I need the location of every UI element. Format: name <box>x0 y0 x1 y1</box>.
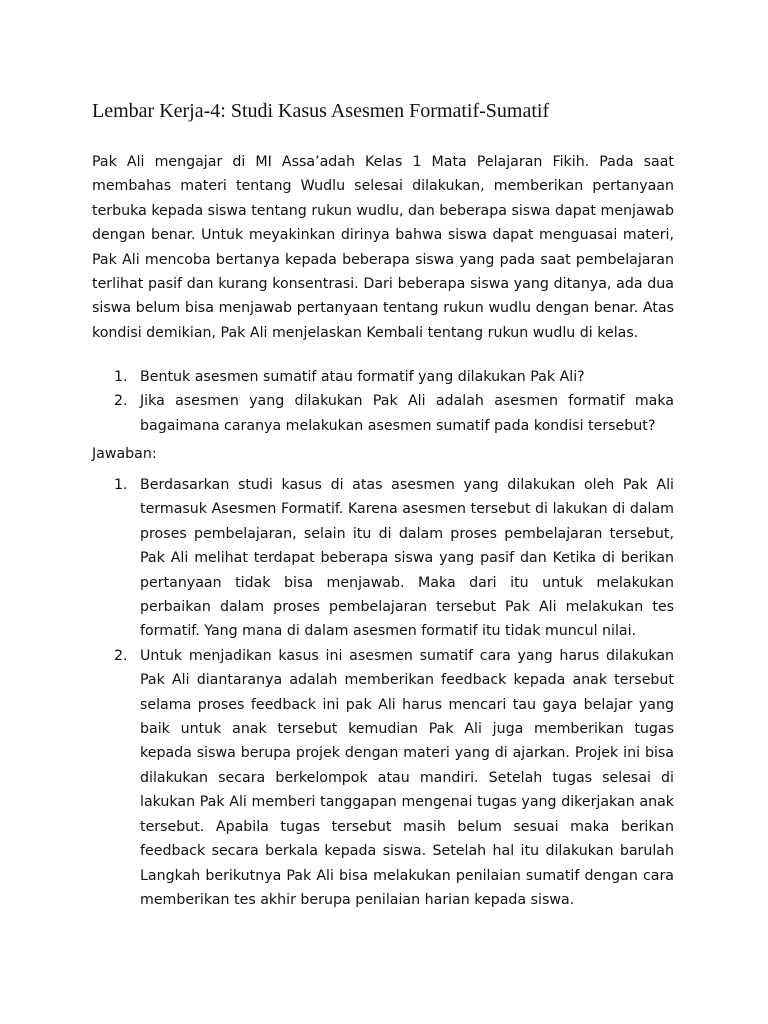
question-text: Bentuk asesmen sumatif atau formatif yang dilakukan Pak Ali? <box>140 369 585 385</box>
answer-item-1 <box>92 473 674 644</box>
answer-number: 1. <box>114 477 128 493</box>
question-text: Jika asesmen yang dilakukan Pak Ali adalah asesmen formatif maka bagaimana caranya melakukan asesmen sumatif pada kondisi tersebut? <box>140 393 674 434</box>
document-title: Lembar Kerja-4: Studi Kasus Asesmen Formatif-Sumatif <box>92 100 550 122</box>
question-list <box>92 365 674 438</box>
question-number: 1. <box>114 369 128 385</box>
answer-text: Untuk menjadikan kasus ini asesmen sumatif cara yang harus dilakukan Pak Ali diantaranya adalah memberikan feedback kepada anak tersebut selama proses feedback ini pak Ali harus mencari tau gaya belajar yang baik untuk anak tersebut kemudian Pak Ali juga memberikan tugas kepada siswa berupa projek dengan materi yang di ajarkan. Projek ini bisa dilakukan secara berkelompok atau mandiri. Setelah tugas selesai di lakukan Pak Ali memberi tanggapan mengenai tugas yang dikerjakan anak tersebut. Apabila tugas tersebut masih belum sesuai maka berikan feedback secara berkala kepada siswa. Setelah hal itu dilakukan barulah Langkah berikutnya Pak Ali bisa melakukan penilaian sumatif dengan cara memberikan tes akhir berupa penilaian harian kepada siswa. <box>140 647 674 908</box>
answer-list <box>92 473 674 912</box>
question-item-1 <box>92 365 674 389</box>
answer-heading: Jawaban: <box>92 446 157 462</box>
answer-number: 2. <box>114 647 128 664</box>
answer-text: Berdasarkan studi kasus di atas asesmen yang dilakukan oleh Pak Ali termasuk Asesmen Formatif. Karena asesmen tersebut di lakukan di dalam proses pembelajaran, selain itu di dalam proses pembelajaran tersebut, Pak Ali melihat terdapat beberapa siswa yang pasif dan Ketika di berikan pertanyaan tidak bisa menjawab. Maka dari itu untuk melakukan perbaikan dalam proses pembelajaran tersebut Pak Ali melakukan tes formatif. Yang mana di dalam asesmen formatif itu tidak muncul nilai. <box>140 477 674 640</box>
question-number: 2. <box>114 393 128 410</box>
answer-item-2 <box>92 644 674 912</box>
case-study-paragraph: Pak Ali mengajar di MI Assa’adah Kelas 1 Mata Pelajaran Fikih. Pada saat membahas materi tentang Wudlu selesai dilakukan, memberikan pertanyaan terbuka kepada siswa tentang rukun wudlu, dan beberapa siswa dapat menjawab dengan benar. Untuk meyakinkan dirinya bahwa siswa dapat menguasai materi, Pak Ali mencoba bertanya kepada beberapa siswa yang pada saat pembelajaran terlihat pasif dan kurang konsentrasi. Dari beberapa siswa yang ditanya, ada dua siswa belum bisa menjawab pertanyaan tentang rukun wudlu dengan benar. Atas kondisi demikian, Pak Ali menjelaskan Kembali tentang rukun wudlu di kelas. <box>92 154 674 341</box>
question-item-2 <box>92 389 674 438</box>
